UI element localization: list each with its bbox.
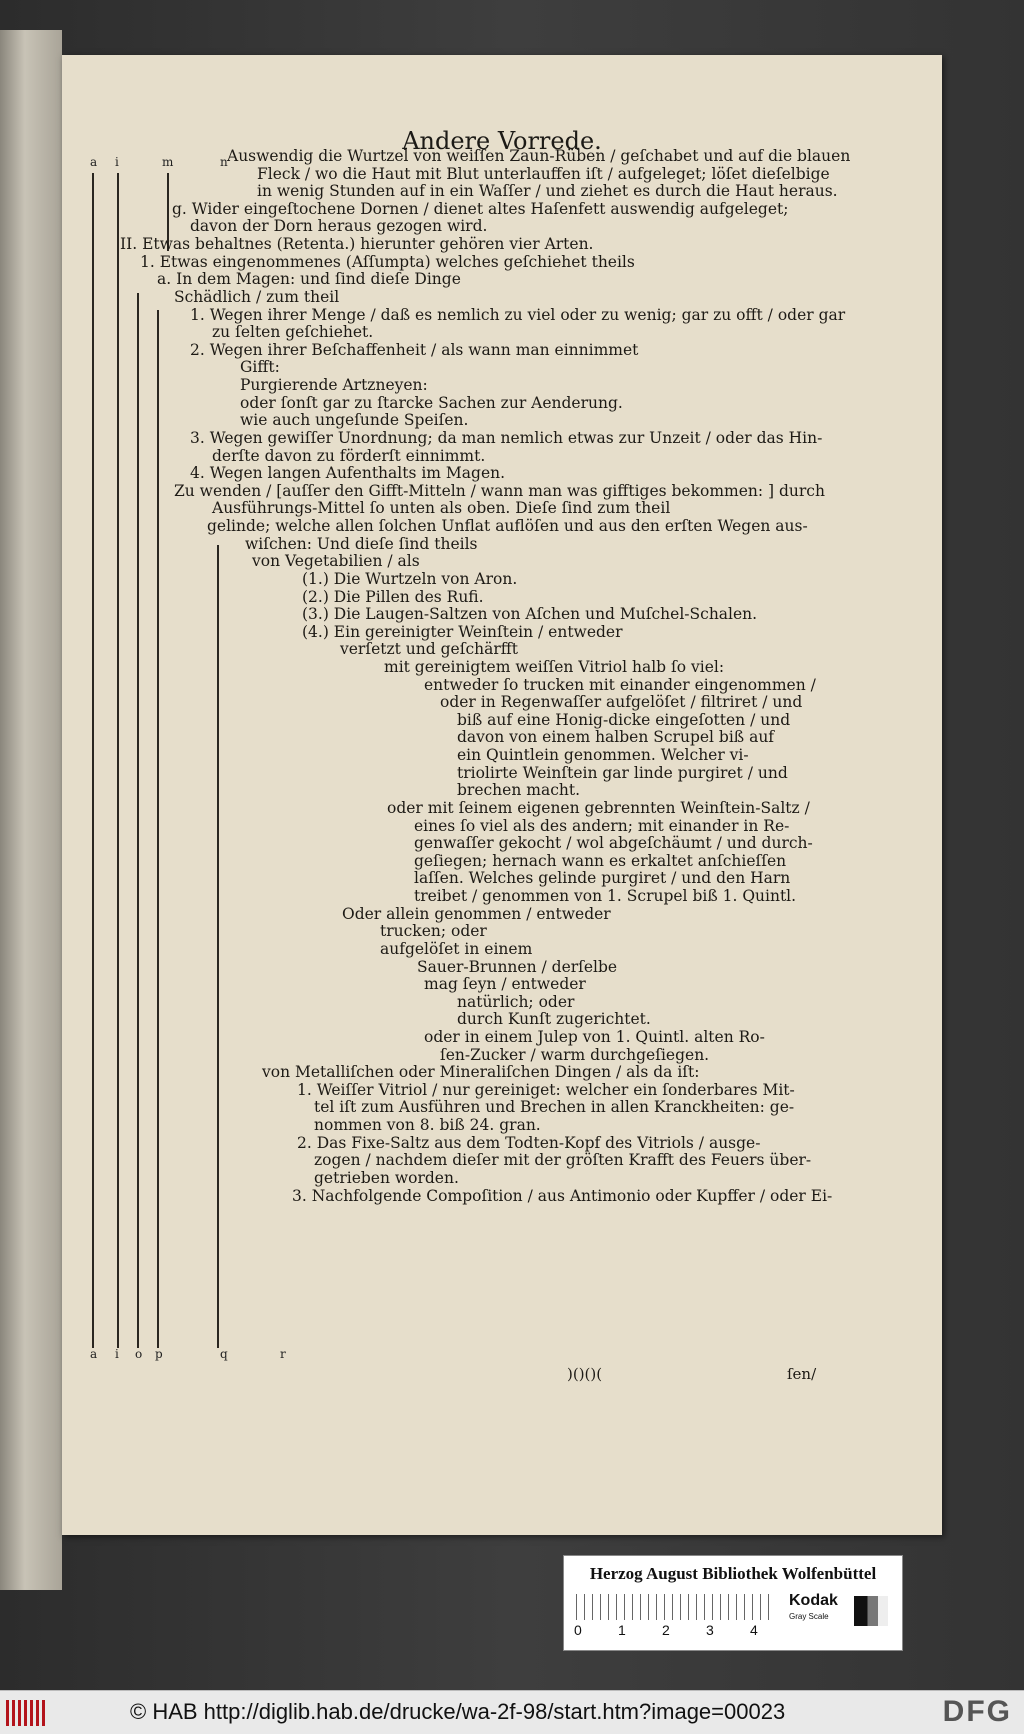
gutter-letter: a bbox=[90, 1347, 98, 1361]
text-line: davon der Dorn heraus gezogen wird. bbox=[190, 217, 488, 236]
library-color-scale-label bbox=[563, 1555, 903, 1651]
text-line: Sauer-Brunnen / derſelbe bbox=[417, 957, 618, 976]
gutter-letter: n bbox=[220, 155, 228, 169]
gutter-letter: m bbox=[162, 155, 174, 169]
footer-url-text[interactable]: © HAB http://diglib.hab.de/drucke/wa-2f-98/start.htm?image=00023 bbox=[130, 1699, 786, 1724]
text-line: verſetzt und geſchärfft bbox=[340, 640, 519, 659]
text-line: 1. Weiſſer Vitriol / nur gereiniget: welcher ein ſonderbares Mit- bbox=[297, 1080, 795, 1099]
ruler-number: 0 bbox=[574, 1622, 582, 1638]
dfg-logo: DFG bbox=[942, 1695, 1012, 1728]
gutter-letter: o bbox=[135, 1347, 143, 1361]
text-line: Schädlich / zum theil bbox=[174, 287, 340, 306]
previous-page-edge bbox=[0, 30, 62, 1590]
catchword: ſen/ bbox=[787, 1365, 817, 1383]
text-line: ſen-Zucker / warm durchgeſiegen. bbox=[440, 1045, 710, 1064]
text-line: 3. Nachfolgende Compoſition / aus Antimonio oder Kupffer / oder Ei- bbox=[292, 1186, 833, 1205]
text-line: zogen / nachdem dieſer mit der gröſten Krafft des Feuers über- bbox=[314, 1151, 812, 1170]
text-line: 4. Wegen langen Aufenthalts im Magen. bbox=[190, 464, 506, 483]
text-line: brechen macht. bbox=[457, 781, 581, 800]
scanned-page bbox=[62, 55, 942, 1535]
text-line: zu ſelten geſchiehet. bbox=[212, 323, 374, 342]
text-line: geſiegen; hernach wann es erkaltet anſchieſſen bbox=[414, 851, 787, 870]
gutter-letter: r bbox=[280, 1347, 286, 1361]
text-line: (1.) Die Wurtzeln von Aron. bbox=[302, 569, 518, 588]
gutter-letter: q bbox=[220, 1347, 228, 1361]
ruler-number: 4 bbox=[750, 1622, 758, 1638]
ruler-numbers bbox=[574, 1622, 774, 1642]
text-line: triolirte Weinſtein gar linde purgiret / und bbox=[457, 763, 788, 782]
text-line: oder mit ſeinem eigenen gebrennten Weinſtein-Saltz / bbox=[387, 798, 810, 817]
gutter-letter: i bbox=[115, 1347, 119, 1361]
text-line: wie auch ungeſunde Speiſen. bbox=[240, 411, 469, 430]
text-line: 1. Etwas eingenommenes (Aſſumpta) welches geſchiehet theils bbox=[140, 252, 635, 271]
text-line: entweder ſo trucken mit einander eingenommen / bbox=[424, 675, 816, 694]
text-line: von Metalliſchen oder Mineraliſchen Dingen / als da iſt: bbox=[262, 1063, 700, 1082]
text-line: 2. Wegen ihrer Beſchaffenheit / als wann man einnimmet bbox=[190, 340, 639, 359]
text-line: trucken; oder bbox=[380, 922, 487, 941]
text-line: ein Quintlein genommen. Welcher vi- bbox=[457, 746, 749, 765]
gutter-letters-bottom bbox=[90, 1347, 290, 1367]
text-line: wiſchen: Und dieſe ſind theils bbox=[245, 534, 478, 553]
footer-bar bbox=[0, 1690, 1024, 1734]
kodak-brand: Kodak bbox=[789, 1592, 838, 1609]
text-line: 3. Wegen gewiſſer Unordnung; da man nemlich etwas zur Unzeit / oder das Hin- bbox=[190, 428, 823, 447]
gutter-letter: p bbox=[155, 1347, 163, 1361]
library-name: Herzog August Bibliothek Wolfenbüttel bbox=[589, 1564, 877, 1583]
running-head: Andere Vorrede. bbox=[402, 127, 602, 155]
text-line: oder in Regenwaſſer aufgelöſet / filtriret / und bbox=[440, 693, 803, 712]
ruler-scale bbox=[576, 1594, 776, 1620]
text-line: biß auf eine Honig-dicke eingeſotten / und bbox=[457, 710, 791, 729]
text-line: g. Wider eingeſtochene Dornen / dienet altes Haſenfett auswendig aufgeleget; bbox=[172, 199, 789, 218]
text-line: von Vegetabilien / als bbox=[252, 552, 420, 571]
text-line: aufgelöſet in einem bbox=[380, 939, 533, 958]
gutter-letter: i bbox=[115, 155, 119, 169]
text-line: Auswendig die Wurtzel von weiſſen Zaun-Rüben / geſchabet und auf die blauen bbox=[227, 147, 851, 165]
text-line: natürlich; oder bbox=[457, 992, 575, 1011]
text-line: oder ſonſt gar zu ſtarcke Sachen zur Aenderung. bbox=[240, 393, 623, 412]
gutter-letter: a bbox=[90, 155, 98, 169]
text-line: Oder allein genommen / entweder bbox=[342, 904, 611, 923]
text-line: gelinde; welche allen ſolchen Unflat auflöſen und aus den erſten Wegen aus- bbox=[207, 517, 808, 536]
text-line: 2. Das Fixe-Saltz aus dem Todten-Kopf des Vitriols / ausge- bbox=[297, 1133, 761, 1152]
ruler-number: 1 bbox=[618, 1622, 626, 1638]
text-line: (2.) Die Pillen des Rufi. bbox=[302, 587, 484, 606]
ruler-number: 3 bbox=[706, 1622, 714, 1638]
hab-logo-icon bbox=[6, 1700, 46, 1726]
ruler-number: 2 bbox=[662, 1622, 670, 1638]
signature-mark: )()()( bbox=[567, 1365, 603, 1383]
gray-scale-swatch bbox=[854, 1596, 888, 1626]
text-line: genwaſſer gekocht / wol abgeſchäumt / und durch- bbox=[414, 834, 813, 853]
page-text bbox=[62, 55, 942, 1535]
text-line: eines ſo viel als des andern; mit einander in Re- bbox=[414, 816, 790, 835]
text-line: (4.) Ein gereinigter Weinſtein / entweder bbox=[302, 622, 623, 641]
gray-scale-caption: Gray Scale bbox=[789, 1612, 829, 1621]
text-line: treibet / genommen von 1. Scrupel biß 1. Quintl. bbox=[414, 887, 797, 906]
text-line: getrieben worden. bbox=[314, 1168, 459, 1187]
text-line: II. Etwas behaltnes (Retenta.) hierunter gehören vier Arten. bbox=[120, 235, 594, 254]
text-line: nommen von 8. biß 24. gran. bbox=[314, 1116, 541, 1135]
text-line: mag ſeyn / entweder bbox=[424, 975, 586, 994]
text-line: laſſen. Welches gelinde purgiret / und den Harn bbox=[414, 869, 791, 888]
text-line: durch Kunſt zugerichtet. bbox=[457, 1010, 651, 1029]
text-line: a. In dem Magen: und ſind dieſe Dinge bbox=[157, 270, 461, 289]
text-line: Fleck / wo die Haut mit Blut unterlauffen iſt / aufgeleget; löſet dieſelbige bbox=[257, 164, 830, 183]
text-line: davon von einem halben Scrupel biß auf bbox=[457, 728, 775, 747]
text-line: (3.) Die Laugen-Saltzen von Aſchen und Muſchel-Schalen. bbox=[302, 605, 758, 624]
text-line: mit gereinigtem weiſſen Vitriol halb ſo viel: bbox=[384, 657, 725, 676]
text-line: 1. Wegen ihrer Menge / daß es nemlich zu viel oder zu wenig; gar zu offt / oder gar bbox=[190, 305, 846, 324]
text-line: Gifft: bbox=[240, 358, 280, 377]
text-line: in wenig Stunden auf in ein Waſſer / und ziehet es durch die Haut heraus. bbox=[257, 182, 838, 201]
text-line: oder in einem Julep von 1. Quintl. alten Ro- bbox=[424, 1028, 765, 1046]
text-line: derſte davon zu förderſt einnimmt. bbox=[212, 446, 486, 465]
text-line: tel iſt zum Ausführen und Brechen in allen Kranckheiten: ge- bbox=[314, 1098, 795, 1117]
text-line: Ausführungs-Mittel ſo unten als oben. Dieſe ſind zum theil bbox=[212, 499, 671, 518]
text-line: Zu wenden / [auſſer den Gifft-Mitteln / wann man was gifftiges bekommen: ] durch bbox=[174, 481, 825, 500]
text-line: Purgierende Artzneyen: bbox=[240, 376, 428, 395]
